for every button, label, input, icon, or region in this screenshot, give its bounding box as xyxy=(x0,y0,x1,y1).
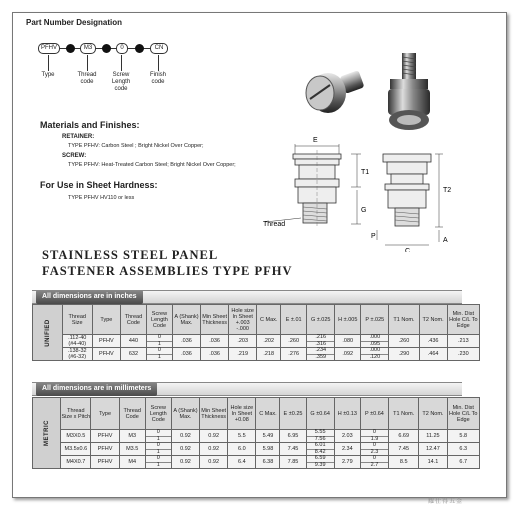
table-cell: 6.95 xyxy=(280,430,306,443)
table-cell: 6.69 xyxy=(389,430,419,443)
table-header: A (Shank) Max. xyxy=(172,305,200,335)
table-header: Thread Code xyxy=(119,398,145,430)
table-header: T2 Nom. xyxy=(419,305,447,335)
table-cell-split: 0 1 xyxy=(145,430,171,443)
table-cell: PFHV xyxy=(91,456,119,469)
table-cell: PFHV xyxy=(91,430,119,443)
table-side-label: UNIFIED xyxy=(33,305,63,361)
table-cell: PFHV xyxy=(92,348,120,361)
table-cell: 0.92 xyxy=(171,443,199,456)
table-cell-split: .234 .359 xyxy=(307,348,335,361)
dim-label-e: E xyxy=(313,137,318,144)
retainer-label: RETAINER: xyxy=(62,134,95,140)
table-header: Type xyxy=(91,398,119,430)
designation-pill-thread: M3 xyxy=(80,43,96,54)
table-cell: M4X0.7 xyxy=(61,456,91,469)
table-header: E ±.01 xyxy=(281,305,307,335)
table-header: Min Sheet Thickness xyxy=(201,305,229,335)
dim-label-c: C xyxy=(405,248,411,252)
metric-table xyxy=(32,397,480,469)
table-cell: .230 xyxy=(447,348,479,361)
table-cell: .036 xyxy=(172,335,200,348)
table-cell: 2.03 xyxy=(334,430,360,443)
table-cell: 8.5 xyxy=(389,456,419,469)
table-cell: 12.47 xyxy=(419,443,447,456)
table-cell: 7.85 xyxy=(280,456,306,469)
table-cell: 0.92 xyxy=(171,456,199,469)
table-header: T2 Nom. xyxy=(419,398,447,430)
table-cell: 5.49 xyxy=(256,430,280,443)
table-cell: .092 xyxy=(335,348,361,361)
designation-pill-length: 0 xyxy=(116,43,128,54)
dim-label-a: A xyxy=(443,237,448,244)
table-cell: .260 xyxy=(389,335,419,348)
dim-label-t1: T1 xyxy=(361,169,370,176)
table-cell: 11.25 xyxy=(419,430,447,443)
table-header: H ±0.13 xyxy=(334,398,360,430)
table-header: Thread Size x Pitch xyxy=(61,398,91,430)
table-header: Hole size In Sheet +0.08 xyxy=(228,398,256,430)
table-header: G ±0.64 xyxy=(306,398,334,430)
designation-dot xyxy=(135,44,144,53)
designation-label-finish: Finish code xyxy=(149,72,166,85)
table-cell: .213 xyxy=(447,335,479,348)
designation-dot xyxy=(102,44,111,53)
table-row xyxy=(33,443,480,456)
designation-label-thread: Thread code xyxy=(77,72,97,85)
designation-leader xyxy=(158,55,159,71)
table-cell: .036 xyxy=(201,348,229,361)
table-header: H ±.005 xyxy=(335,305,361,335)
table-cell: 6.0 xyxy=(228,443,256,456)
table-cell: PFHV xyxy=(91,443,119,456)
table-cell-split: 0 1 xyxy=(146,335,172,348)
designation-leader xyxy=(48,55,49,71)
table-header: Thread Size xyxy=(62,305,92,335)
table-cell: M3.5 xyxy=(119,443,145,456)
table-header: T1 Nom. xyxy=(389,305,419,335)
table-cell-split: 0 1 xyxy=(146,348,172,361)
table-cell-split: 0 1 xyxy=(145,443,171,456)
table-cell-split: 5.55 7.56 xyxy=(306,430,334,443)
table-cell: 5.98 xyxy=(256,443,280,456)
table-cell: .276 xyxy=(281,348,307,361)
table-cell: PFHV xyxy=(92,335,120,348)
table-cell-split: 6.59 9.39 xyxy=(306,456,334,469)
table-side-label: METRIC xyxy=(33,398,61,469)
table-cell-split: 0 1 xyxy=(145,456,171,469)
screw-label: SCREW: xyxy=(62,153,87,159)
table-cell-split: 0 2.3 xyxy=(360,443,388,456)
table-cell: M3X0.5 xyxy=(61,430,91,443)
table-cell: .290 xyxy=(389,348,419,361)
table-row xyxy=(33,335,480,348)
table-cell: .036 xyxy=(172,348,200,361)
table-cell: M3.5x0.6 xyxy=(61,443,91,456)
table-cell: 5.8 xyxy=(447,430,479,443)
table-cell-split: 0 1.9 xyxy=(360,430,388,443)
inches-band-label: All dimensions are in inches xyxy=(36,290,143,304)
metric-band-label: All dimensions are in millimeters xyxy=(36,382,157,396)
table-header: Hole size In Sheet +.003 -.000 xyxy=(229,305,257,335)
designation-pill-type: PFHV xyxy=(38,43,60,54)
hardness-title: For Use in Sheet Hardness: xyxy=(40,180,158,190)
materials-title: Materials and Finishes: xyxy=(40,120,140,130)
table-cell: 2.34 xyxy=(334,443,360,456)
table-cell: .203 xyxy=(229,335,257,348)
table-row xyxy=(33,456,480,469)
designation-label-length: Screw Length code xyxy=(111,72,131,92)
dim-label-p: P xyxy=(371,233,376,240)
hardness-text: TYPE PFHV HV110 or less xyxy=(68,195,135,201)
table-cell: .036 xyxy=(201,335,229,348)
table-header: Type xyxy=(92,305,120,335)
dim-label-thread: Thread xyxy=(263,221,286,228)
table-header: P ±.025 xyxy=(361,305,389,335)
table-cell: .260 xyxy=(281,335,307,348)
table-cell: 0.92 xyxy=(200,430,228,443)
designation-pill-finish: CN xyxy=(150,43,168,54)
product-photo-retainer xyxy=(290,55,370,125)
table-cell: 0.92 xyxy=(171,430,199,443)
table-header: G ±.025 xyxy=(307,305,335,335)
inches-band xyxy=(32,290,462,304)
designation-title: Part Number Designation xyxy=(26,18,123,27)
table-header: C Max. xyxy=(256,398,280,430)
table-header: C Max. xyxy=(257,305,281,335)
dim-label-g: G xyxy=(361,207,367,214)
table-cell: .202 xyxy=(257,335,281,348)
table-header: Screw Length Code xyxy=(146,305,172,335)
metric-band xyxy=(32,382,462,396)
table-cell: 632 xyxy=(120,348,146,361)
table-cell-split: 6.01 8.42 xyxy=(306,443,334,456)
dim-label-t2: T2 xyxy=(443,187,452,194)
table-cell: M4 xyxy=(119,456,145,469)
table-cell: 6.3 xyxy=(447,443,479,456)
table-cell: .080 xyxy=(335,335,361,348)
table-cell: 440 xyxy=(120,335,146,348)
table-cell-split: .000 .095 xyxy=(361,335,389,348)
product-photo-assembly xyxy=(380,50,440,135)
table-cell: 14.1 xyxy=(419,456,447,469)
heading-line1: STAINLESS STEEL PANEL xyxy=(42,248,219,262)
table-header: Min Sheet Thickness xyxy=(200,398,228,430)
table-cell-split: .000 .120 xyxy=(361,348,389,361)
table-row xyxy=(33,348,480,361)
heading-line2: FASTENER ASSEMBLIES TYPE PFHV xyxy=(42,264,293,278)
table-cell: 0.92 xyxy=(200,456,228,469)
table-cell: .218 xyxy=(257,348,281,361)
table-cell-split: .216 .316 xyxy=(307,335,335,348)
table-header: A (Shank) Max. xyxy=(171,398,199,430)
table-header: T1 Nom. xyxy=(389,398,419,430)
table-header: E ±0.25 xyxy=(280,398,306,430)
table-cell: .112-40 (#4-40) xyxy=(62,335,92,348)
table-cell: .138-32 (#6-32) xyxy=(62,348,92,361)
designation-leader xyxy=(121,55,122,71)
table-cell: 6.4 xyxy=(228,456,256,469)
designation-label-type: Type xyxy=(41,72,55,78)
table-cell: 6.7 xyxy=(447,456,479,469)
designation-dot xyxy=(66,44,75,53)
table-header: Screw Length Code xyxy=(145,398,171,430)
table-cell: 7.45 xyxy=(389,443,419,456)
technical-drawing xyxy=(255,132,470,252)
screw-text: TYPE PFHV: Heat-Treated Carbon Steel; Bright Nickel Over Copper; xyxy=(68,162,236,168)
table-cell: .436 xyxy=(419,335,447,348)
table-cell: 7.45 xyxy=(280,443,306,456)
table-cell: .464 xyxy=(419,348,447,361)
table-cell: .219 xyxy=(229,348,257,361)
table-header: Thread Code xyxy=(120,305,146,335)
table-cell-split: 0 2.7 xyxy=(360,456,388,469)
retainer-text: TYPE PFHV: Carbon Steel ; Bright Nickel Over Copper; xyxy=(68,143,204,149)
watermark: 耀仕得五金 xyxy=(428,499,464,505)
table-header: P ±0.64 xyxy=(360,398,388,430)
designation-leader xyxy=(87,55,88,71)
table-cell: 6.38 xyxy=(256,456,280,469)
table-cell: 5.5 xyxy=(228,430,256,443)
table-header: Min. Dist Hole C/L To Edge xyxy=(447,398,479,430)
inches-table xyxy=(32,304,480,361)
table-cell: 2.79 xyxy=(334,456,360,469)
table-cell: 0.92 xyxy=(200,443,228,456)
table-cell: M3 xyxy=(119,430,145,443)
table-header: Min. Dist Hole C/L To Edge xyxy=(447,305,479,335)
table-row xyxy=(33,430,480,443)
